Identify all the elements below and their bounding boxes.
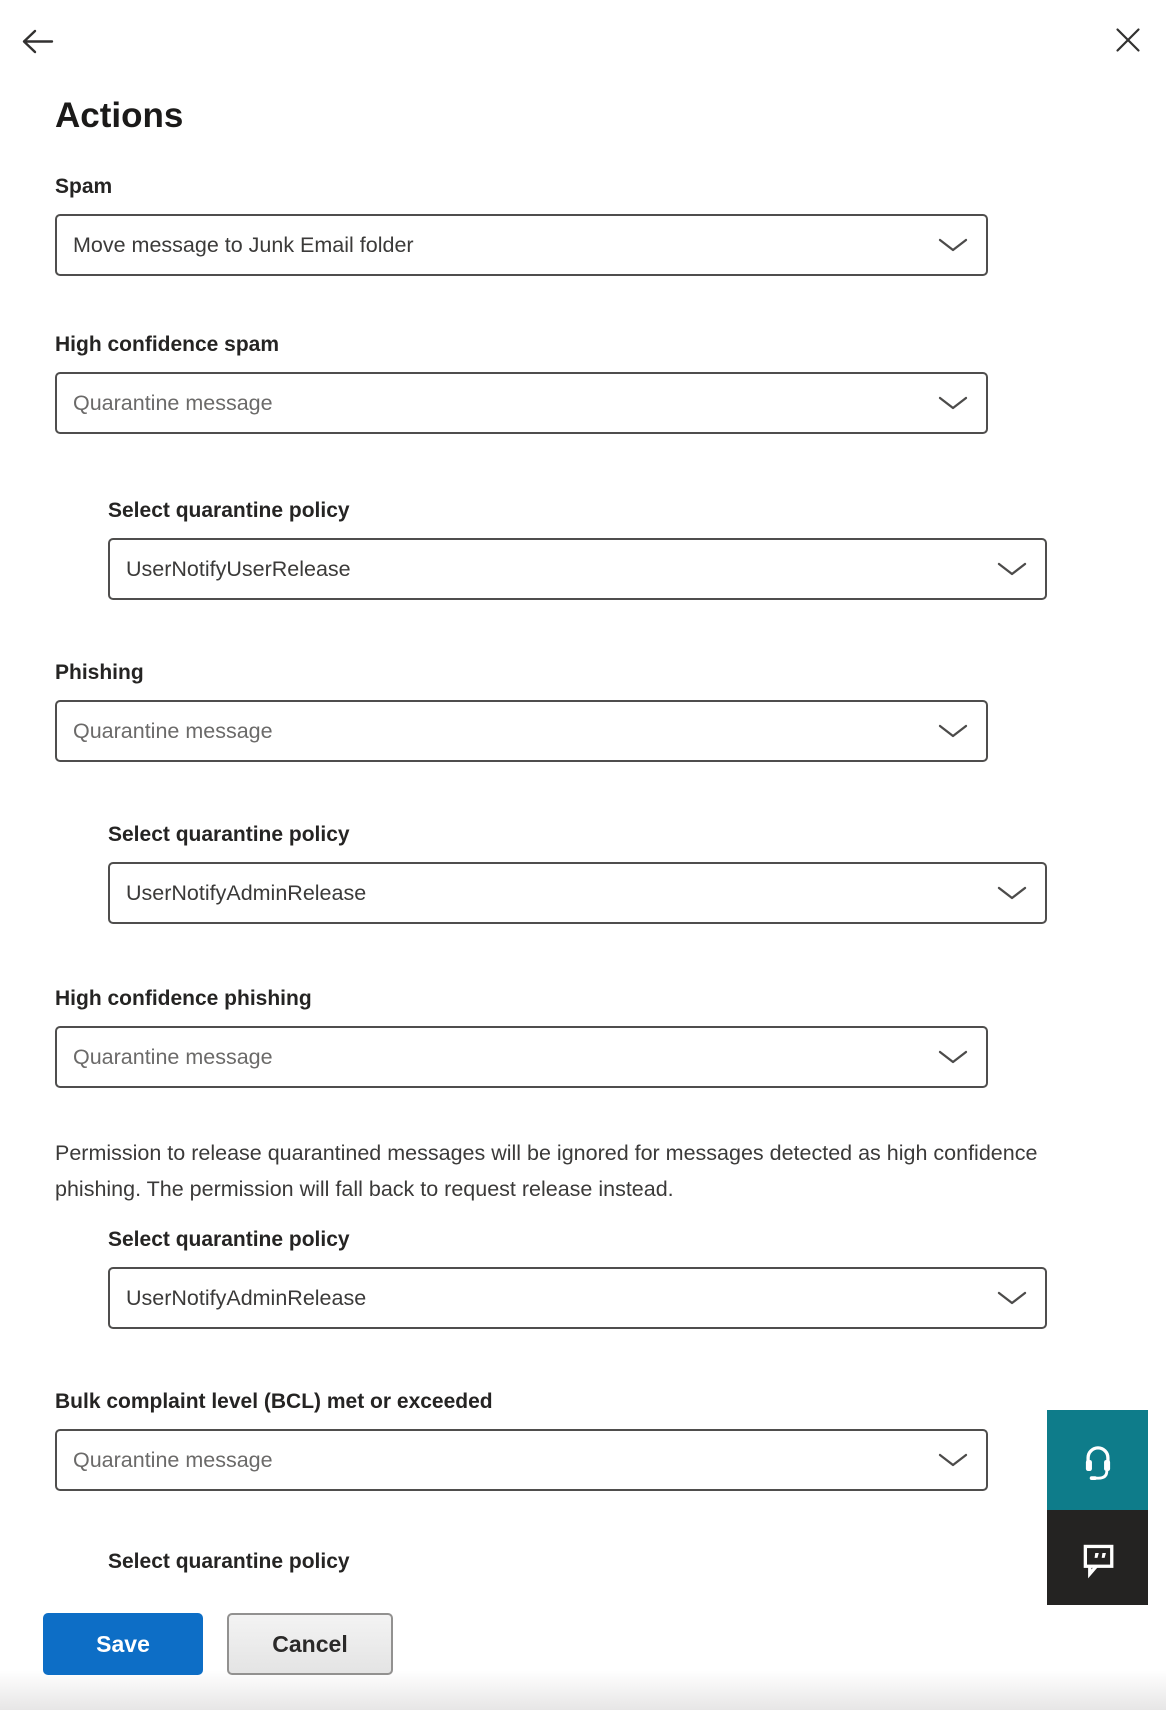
save-button[interactable]: Save [43,1613,203,1675]
phishing-action-value: Quarantine message [73,718,273,743]
hcs-quarantine-policy-select[interactable] [108,538,1047,600]
high-confidence-phishing-label: High confidence phishing [55,987,312,1010]
high-confidence-spam-action-select[interactable] [55,372,988,434]
chevron-down-icon [938,724,968,738]
spam-action-select[interactable] [55,214,988,276]
field-spam [55,174,1115,276]
phishing-quarantine-policy-label: Select quarantine policy [108,823,350,846]
hcs-quarantine-policy-value: UserNotifyUserRelease [126,556,351,581]
back-button[interactable] [21,28,54,55]
chevron-down-icon [938,1050,968,1064]
hcp-quarantine-policy-select[interactable] [108,1267,1047,1329]
chevron-down-icon [938,396,968,410]
bcl-action-value: Quarantine message [73,1447,273,1472]
feedback-button[interactable] [1047,1510,1148,1605]
phishing-quarantine-policy-value: UserNotifyAdminRelease [126,880,367,905]
spam-action-value: Move message to Junk Email folder [73,232,414,257]
feedback-chat-icon [1076,1536,1120,1580]
high-confidence-spam-label: High confidence spam [55,333,280,356]
spam-label: Spam [55,175,113,198]
close-icon [1114,26,1142,54]
field-high-confidence-phishing [55,986,1115,1088]
hcp-permission-note: Permission to release quarantined messages will be ignored for messages detected as high confidence phishing. The permission will fall back to request release instead. [55,1141,1038,1201]
help-support-button[interactable] [1047,1410,1148,1510]
phishing-action-select[interactable] [55,700,988,762]
high-confidence-phishing-action-value: Quarantine message [73,1044,273,1069]
cancel-button[interactable]: Cancel [227,1613,393,1675]
field-bcl [55,1389,1115,1491]
field-hcs-quarantine-policy [108,498,1115,600]
hcp-quarantine-policy-label: Select quarantine policy [108,1228,350,1251]
chevron-down-icon [938,238,968,252]
headset-icon [1076,1438,1120,1482]
hcp-quarantine-policy-value: UserNotifyAdminRelease [126,1285,367,1310]
arrow-left-icon [21,28,54,55]
close-button[interactable] [1114,26,1142,54]
field-high-confidence-spam [55,332,1115,434]
high-confidence-phishing-action-select[interactable] [55,1026,988,1088]
chevron-down-icon [997,562,1027,576]
field-phishing-quarantine-policy [108,822,1115,924]
chevron-down-icon [997,886,1027,900]
field-phishing [55,660,1115,762]
phishing-label: Phishing [55,661,144,684]
bcl-quarantine-policy-label: Select quarantine policy [108,1550,350,1573]
phishing-quarantine-policy-select[interactable] [108,862,1047,924]
high-confidence-spam-action-value: Quarantine message [73,390,273,415]
bcl-label: Bulk complaint level (BCL) met or exceeded [55,1390,493,1413]
actions-form [55,0,1115,1578]
chevron-down-icon [938,1453,968,1467]
field-hcp-quarantine-policy [108,1227,1115,1329]
floating-action-buttons [1047,1410,1148,1605]
chevron-down-icon [997,1291,1027,1305]
page-title: Actions [55,96,184,135]
hcs-quarantine-policy-label: Select quarantine policy [108,499,350,522]
footer-bar [0,1578,1166,1710]
bcl-action-select[interactable] [55,1429,988,1491]
field-bcl-quarantine-policy-truncated [108,1549,1115,1574]
